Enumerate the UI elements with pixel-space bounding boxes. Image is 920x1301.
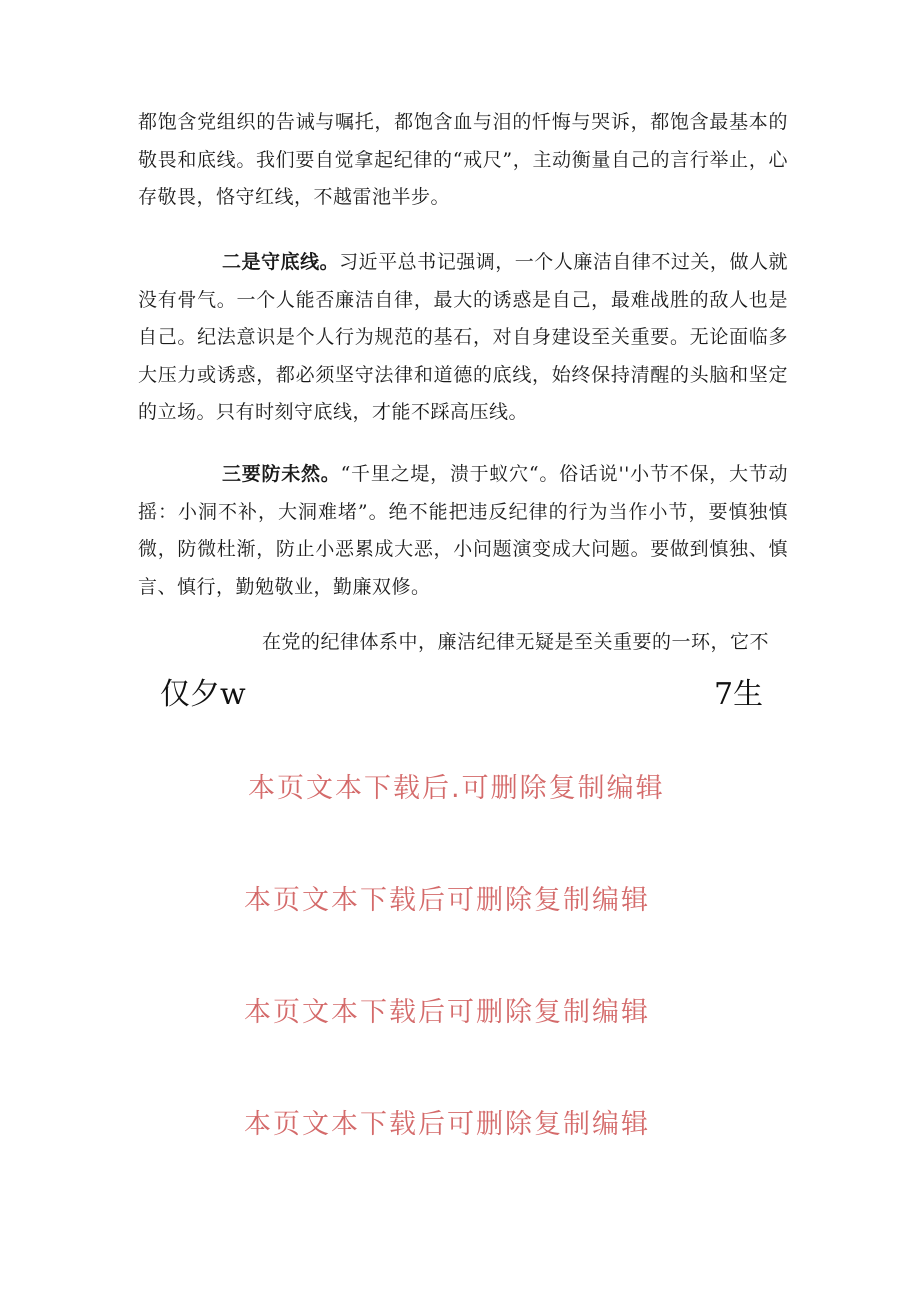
paragraph-3-body: “千里之堤，溃于蚁穴“。俗话说''小节不保，大节动摇：小洞不补，大洞难堵”。绝不能把违反纪律的行为当作小节，要慎独慎微，防微杜渐，防止小恶累成大恶，小问题演变成大问题。要做到慎独、慎言、慎行，勤勉敬业，勤廉双修。 xyxy=(138,463,788,598)
ocr-fragment-left: 仅夕w xyxy=(160,677,246,712)
watermark-line-1: 本页文本下载后.可删除复制编辑 xyxy=(248,773,665,804)
watermark-line-3: 本页文本下载后可删除复制编辑 xyxy=(244,997,650,1028)
ocr-fragment-right: 7生 xyxy=(714,677,764,712)
paragraph-1: 都饱含党组织的告诫与嘱托，都饱含血与泪的忏悔与哭诉，都饱含最基本的敬畏和底线。我们要自觉拿起纪律的“戒尺”，主动衡量自己的言行举止，心存敬畏，恪守红线，不越雷池半步。 xyxy=(138,111,788,208)
watermark-line-4: 本页文本下载后可删除复制编辑 xyxy=(244,1109,650,1140)
paragraph-2-heading: 二是守底线。 xyxy=(222,251,340,273)
paragraph-3 xyxy=(138,456,788,606)
paragraph-2-body: 习近平总书记强调，一个人廉洁自律不过关，做人就没有骨气。一个人能否廉洁自律，最大的诱惑是自己，最难战胜的敌人也是自己。纪法意识是个人行为规范的基石，对自身建设至关重要。无论面临多大压力或诱惑，都必须坚守法律和道德的底线，始终保持清醒的头脑和坚定的立场。只有时刻守底线，才能不踩高压线。 xyxy=(138,251,788,423)
watermark-line-2: 本页文本下载后可删除复制编辑 xyxy=(244,885,650,916)
paragraph-4: 在党的纪律体系中，廉洁纪律无疑是至关重要的一环，它不 xyxy=(262,631,770,653)
paragraph-2 xyxy=(138,244,788,432)
paragraph-3-heading: 三要防未然。 xyxy=(222,463,341,485)
